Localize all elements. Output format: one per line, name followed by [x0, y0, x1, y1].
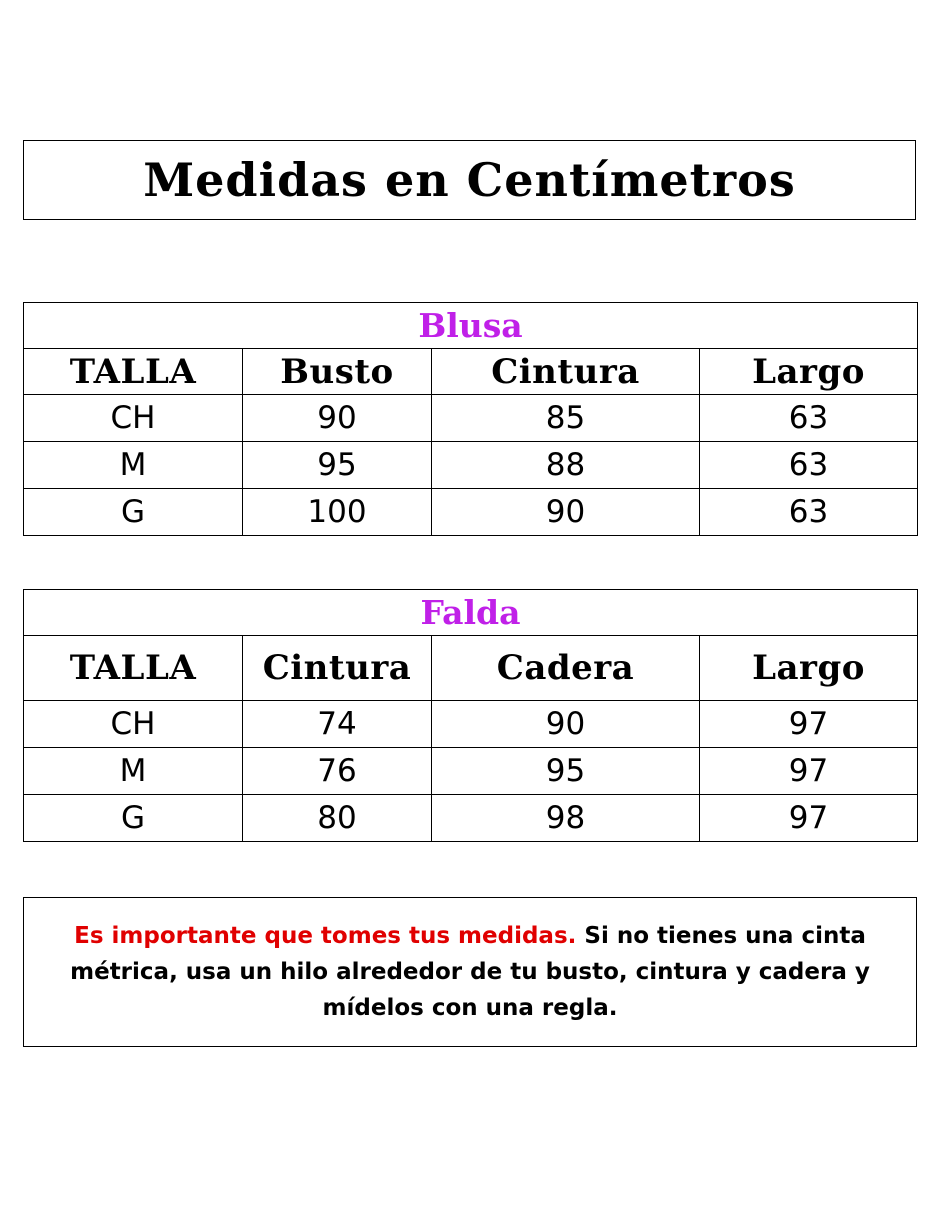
column-header-talla: TALLA	[24, 636, 243, 701]
measurement-note-box	[23, 897, 917, 1047]
column-header-cadera: Cadera	[432, 636, 700, 701]
column-header-cintura: Cintura	[432, 349, 700, 395]
column-header-largo: Largo	[700, 349, 918, 395]
value-cell: 90	[432, 701, 700, 748]
value-cell: 97	[700, 748, 918, 795]
column-header-talla: TALLA	[24, 349, 243, 395]
size-cell: CH	[24, 395, 243, 442]
table-row	[24, 795, 918, 842]
column-header-busto: Busto	[243, 349, 432, 395]
value-cell: 90	[432, 489, 700, 536]
table-row	[24, 748, 918, 795]
value-cell: 95	[243, 442, 432, 489]
table-row	[24, 489, 918, 536]
value-cell: 63	[700, 395, 918, 442]
value-cell: 95	[432, 748, 700, 795]
page-title: Medidas en Centímetros	[143, 153, 796, 207]
falda-size-table	[23, 589, 918, 842]
value-cell: 74	[243, 701, 432, 748]
size-cell: CH	[24, 701, 243, 748]
blusa-size-table	[23, 302, 918, 536]
note-highlight: Es importante que tomes tus medidas.	[74, 923, 577, 949]
falda-table-title: Falda	[24, 590, 918, 636]
note-body: Si no tienes una cinta métrica, usa un hilo alrededor de tu busto, cintura y cadera y mídelos con una regla.	[70, 923, 870, 1021]
table-row	[24, 701, 918, 748]
measurement-note	[44, 918, 896, 1026]
column-header-cintura: Cintura	[243, 636, 432, 701]
size-cell: M	[24, 442, 243, 489]
size-cell: M	[24, 748, 243, 795]
value-cell: 90	[243, 395, 432, 442]
value-cell: 76	[243, 748, 432, 795]
blusa-header-row	[24, 349, 918, 395]
table-row	[24, 442, 918, 489]
value-cell: 97	[700, 795, 918, 842]
value-cell: 63	[700, 489, 918, 536]
size-cell: G	[24, 795, 243, 842]
value-cell: 63	[700, 442, 918, 489]
size-cell: G	[24, 489, 243, 536]
value-cell: 80	[243, 795, 432, 842]
page-title-box	[23, 140, 916, 220]
blusa-table-title: Blusa	[24, 303, 918, 349]
column-header-largo: Largo	[700, 636, 918, 701]
table-row	[24, 395, 918, 442]
falda-header-row	[24, 636, 918, 701]
value-cell: 100	[243, 489, 432, 536]
value-cell: 85	[432, 395, 700, 442]
value-cell: 97	[700, 701, 918, 748]
value-cell: 98	[432, 795, 700, 842]
value-cell: 88	[432, 442, 700, 489]
